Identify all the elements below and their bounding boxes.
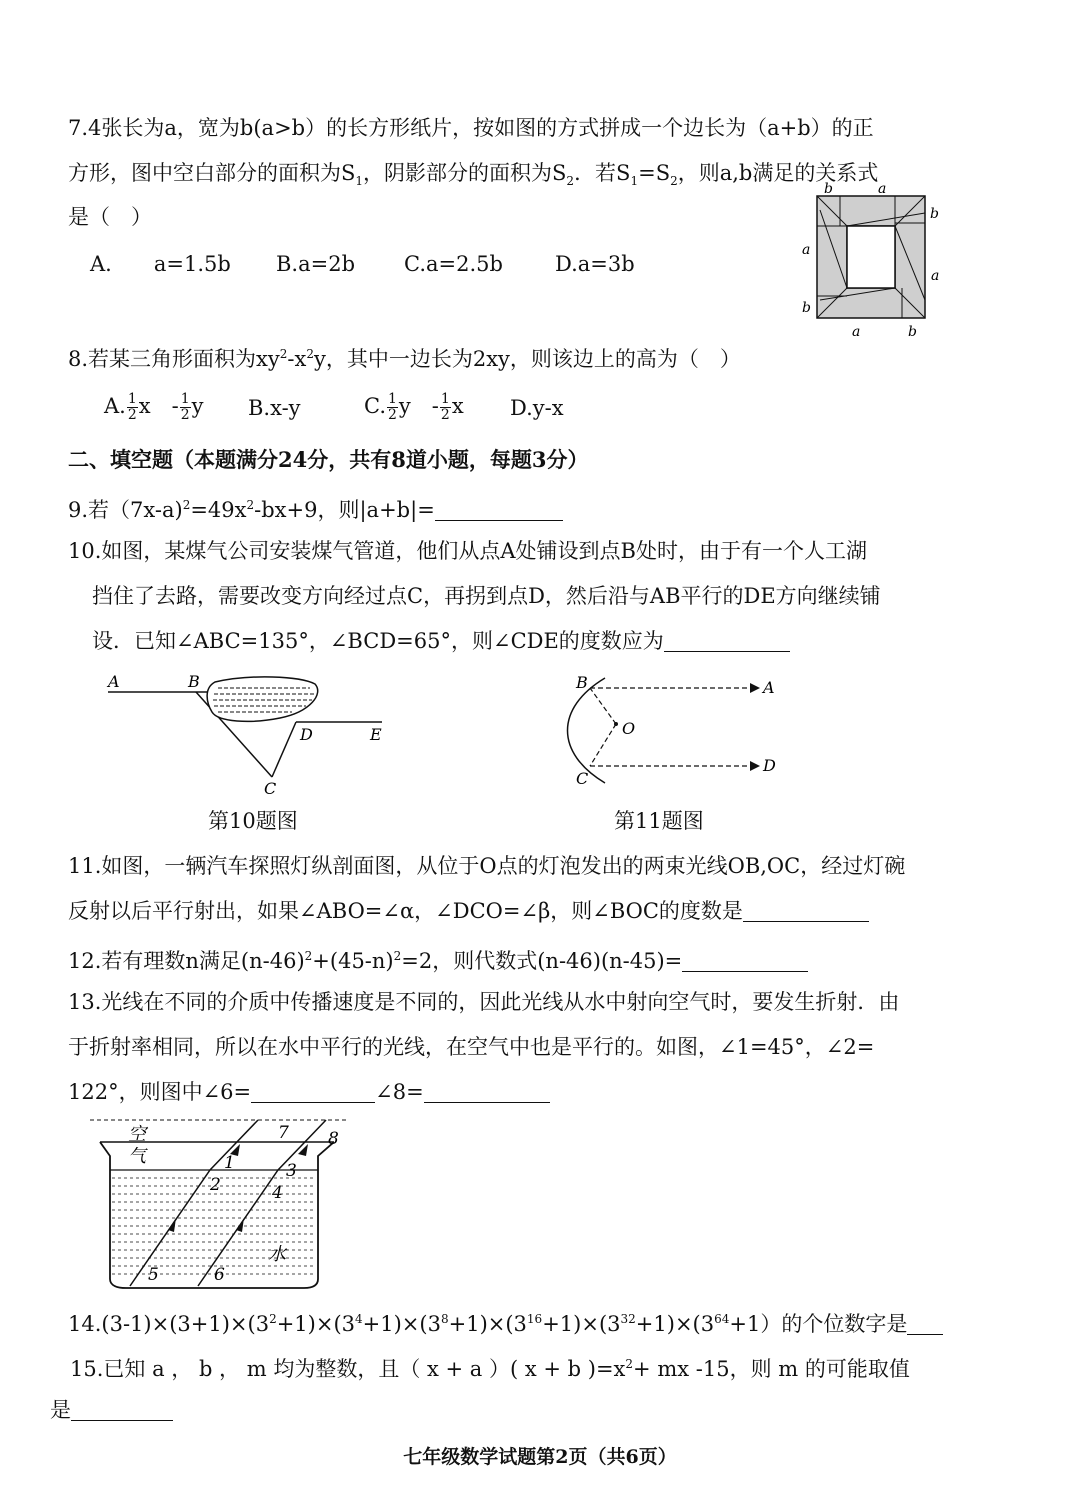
- arrow-head: [298, 1144, 308, 1156]
- superscript: 2: [304, 949, 313, 963]
- q7-line2: [68, 159, 878, 195]
- answer-blank: [71, 1398, 173, 1421]
- q8-option-a: [104, 392, 204, 423]
- q8-stem: [68, 340, 741, 373]
- light-ray-left: [130, 1120, 258, 1286]
- label-e: E: [370, 725, 382, 744]
- q13-text: 122°，则图中∠6=: [68, 1080, 252, 1104]
- q8-text: 8.若某三角形面积为xy: [68, 347, 280, 371]
- q14-stem: [68, 1305, 943, 1338]
- angle-label-3: 3: [286, 1161, 297, 1181]
- answer-blank: [424, 1080, 550, 1103]
- q8-option-c: [364, 392, 464, 423]
- angle-label-7: 7: [278, 1123, 289, 1143]
- superscript: 32: [620, 1312, 636, 1326]
- option-text: x -: [138, 394, 179, 418]
- q10-line2: 挡住了去路，需要改变方向经过点C，再拐到点D，然后沿与AB平行的DE方向继续铺: [92, 584, 881, 608]
- superscript: 2: [393, 949, 402, 963]
- q15-text: 15.已知 a ， b ， m 均为整数，且（ x + a ）( x + b )=x: [70, 1357, 626, 1381]
- line-cd: [272, 722, 296, 777]
- answer-blank: [664, 629, 790, 652]
- superscript: 2: [246, 498, 255, 512]
- label-c: C: [264, 779, 277, 798]
- q9-stem: [68, 491, 563, 524]
- q13-figure: [90, 1114, 360, 1294]
- q11-line2: [68, 897, 869, 925]
- q10-line1: 10.如图，某煤气公司安装煤气管道，他们从点A处铺设到点B处时，由于有一个人工湖: [68, 539, 867, 563]
- q14-text: +1)×(3: [448, 1312, 527, 1336]
- q8-text: y，其中一边长为2xy，则该边上的高为（ ）: [313, 347, 741, 371]
- label-b: b: [802, 300, 811, 316]
- q15-text: + mx -15，则 m 的可能取值: [633, 1357, 910, 1381]
- q15-line2: [50, 1396, 173, 1424]
- q14-text: +1)×(3: [362, 1312, 441, 1336]
- label-a: a: [852, 324, 861, 340]
- section-heading: 二、填空题（本题满分24分，共有8道小题，每题3分）: [68, 447, 589, 472]
- arrow-head: [750, 683, 760, 693]
- fraction: [180, 392, 191, 423]
- q9-text: -bx+9，则|a+b|=: [254, 498, 435, 522]
- label-b: b: [824, 181, 833, 197]
- q7-line3: 是（ ）: [68, 205, 152, 229]
- label-a: A: [108, 672, 120, 691]
- answer-blank: [251, 1080, 375, 1103]
- label-c: C: [576, 769, 589, 788]
- q10-text: 设．已知∠ABC=135°，∠BCD=65°，则∠CDE的度数应为: [92, 629, 664, 653]
- answer-blank: [682, 949, 808, 972]
- label-a: a: [802, 242, 811, 258]
- numerator: 1: [388, 391, 397, 407]
- q10-line3: [92, 627, 790, 655]
- q14-text: +1)×(3: [635, 1312, 715, 1336]
- q13-line1: 13.光线在不同的介质中传播速度是不同的，因此光线从水中射向空气时，要发生折射．由: [68, 990, 900, 1014]
- numerator: 1: [127, 391, 137, 407]
- numerator: 1: [440, 391, 450, 407]
- angle-label-8: 8: [328, 1129, 339, 1149]
- label-b: b: [930, 206, 939, 222]
- denominator: 2: [440, 407, 450, 423]
- label-o: O: [622, 719, 636, 738]
- option-text: y: [191, 394, 204, 418]
- q11-text: 反射以后平行射出，如果∠ABO=∠α，∠DCO=∠β，则∠BOC的度数是: [68, 899, 743, 923]
- angle-label-2: 2: [210, 1175, 221, 1195]
- q12-text: 12.若有理数n满足(n-46): [68, 949, 305, 973]
- q15-line1: [70, 1350, 910, 1383]
- q8-option-b: B.x-y: [248, 396, 301, 420]
- arrow-head: [168, 1218, 176, 1232]
- superscript: 2: [306, 347, 314, 361]
- label-water: 水: [268, 1244, 286, 1265]
- label-b: B: [188, 672, 200, 691]
- q8-option-d: D.y-x: [510, 396, 564, 420]
- ray-oc: [590, 724, 616, 766]
- answer-blank: [743, 899, 869, 922]
- q12-stem: [68, 942, 808, 975]
- superscript: 16: [526, 1312, 543, 1326]
- option-prefix: A.: [104, 394, 126, 418]
- superscript: 2: [269, 1312, 277, 1326]
- label-d: D: [300, 725, 313, 744]
- q7-option-c: C.a=2.5b: [404, 252, 503, 276]
- arrow-head: [750, 761, 760, 771]
- q12-text: +(45-n): [312, 949, 394, 973]
- q9-text: 9.若（7x-a): [68, 498, 183, 522]
- q14-text: +1）的个位数字是: [729, 1312, 908, 1336]
- superscript: 2: [279, 347, 288, 361]
- denominator: 2: [180, 407, 190, 423]
- q14-text: 14.(3-1)×(3+1)×(3: [68, 1312, 270, 1336]
- q7-text: =S: [638, 161, 671, 185]
- q11-line1: 11.如图，一辆汽车探照灯纵剖面图，从位于O点的灯泡发出的两束光线OB,OC，经过灯碗: [68, 854, 906, 878]
- inner-blank-square: [847, 226, 895, 288]
- arrow-head: [236, 1218, 244, 1232]
- q7-option-b: B.a=2b: [276, 252, 356, 276]
- light-ray-right: [198, 1120, 326, 1286]
- page-footer: 七年级数学试题第2页（共6页）: [403, 1446, 677, 1468]
- q15-text: 是: [50, 1398, 71, 1422]
- option-text: x: [451, 394, 464, 418]
- q14-text: +1)×(3: [276, 1312, 356, 1336]
- fraction: [387, 392, 398, 423]
- lamp-bowl: [568, 678, 606, 783]
- label-b: b: [908, 324, 917, 340]
- option-text: y -: [398, 394, 439, 418]
- superscript: 2: [182, 498, 191, 512]
- label-b: B: [576, 673, 588, 692]
- option-prefix: C.: [364, 394, 386, 418]
- angle-label-4: 4: [272, 1183, 283, 1203]
- numerator: 1: [180, 391, 190, 407]
- q8-text: -x: [287, 347, 307, 371]
- angle-label-6: 6: [214, 1265, 225, 1285]
- superscript: 8: [440, 1312, 449, 1326]
- q13-text: ∠8=: [375, 1080, 424, 1104]
- q9-text: =49x: [190, 498, 247, 522]
- q11-figure: [560, 668, 800, 793]
- superscript: 64: [714, 1312, 730, 1326]
- label-air: 空: [128, 1124, 146, 1145]
- answer-blank: [435, 498, 563, 521]
- lake: [207, 677, 318, 721]
- label-d: D: [763, 756, 776, 775]
- q13-line3: [68, 1078, 550, 1106]
- fraction: [127, 392, 138, 423]
- ray-ob: [590, 688, 616, 724]
- label-air: 气: [128, 1146, 146, 1167]
- q10-figure-caption: 第10题图: [208, 809, 298, 833]
- q7-text: 方形，图中空白部分的面积为S: [68, 161, 356, 185]
- q7-text: ，阴影部分的面积为S: [363, 161, 567, 185]
- subscript: 2: [566, 174, 575, 189]
- q7-text: ，则a,b满足的关系式: [677, 161, 879, 185]
- q7-text: ．若S: [574, 161, 631, 185]
- q12-text: =2，则代数式(n-46)(n-45)=: [401, 949, 683, 973]
- q11-figure-caption: 第11题图: [614, 809, 704, 833]
- label-a: a: [878, 181, 887, 197]
- subscript: 2: [670, 174, 678, 189]
- q13-line2: 于折射率相同，所以在水中平行的光线，在空气中也是平行的。如图，∠1=45°，∠2=: [68, 1035, 875, 1059]
- q7-option-a: A. a=1.5b: [90, 252, 231, 276]
- angle-label-1: 1: [224, 1153, 235, 1173]
- q14-text: +1)×(3: [542, 1312, 621, 1336]
- q7-option-d: D.a=3b: [555, 252, 635, 276]
- denominator: 2: [388, 407, 397, 423]
- angle-label-5: 5: [148, 1265, 159, 1285]
- q10-figure: [100, 672, 400, 802]
- superscript: 2: [625, 1357, 634, 1371]
- superscript: 4: [355, 1312, 363, 1326]
- q7-line1: 7.4张长为a，宽为b(a>b）的长方形纸片，按如图的方式拼成一个边长为（a+b）的正: [68, 116, 874, 140]
- subscript: 1: [630, 174, 639, 189]
- subscript: 1: [355, 174, 364, 189]
- denominator: 2: [127, 407, 137, 423]
- label-a: A: [763, 678, 775, 697]
- point-o: [614, 722, 618, 726]
- q7-square-figure: [790, 181, 950, 348]
- answer-blank: [907, 1312, 943, 1335]
- label-a: a: [931, 268, 940, 284]
- fraction: [440, 392, 451, 423]
